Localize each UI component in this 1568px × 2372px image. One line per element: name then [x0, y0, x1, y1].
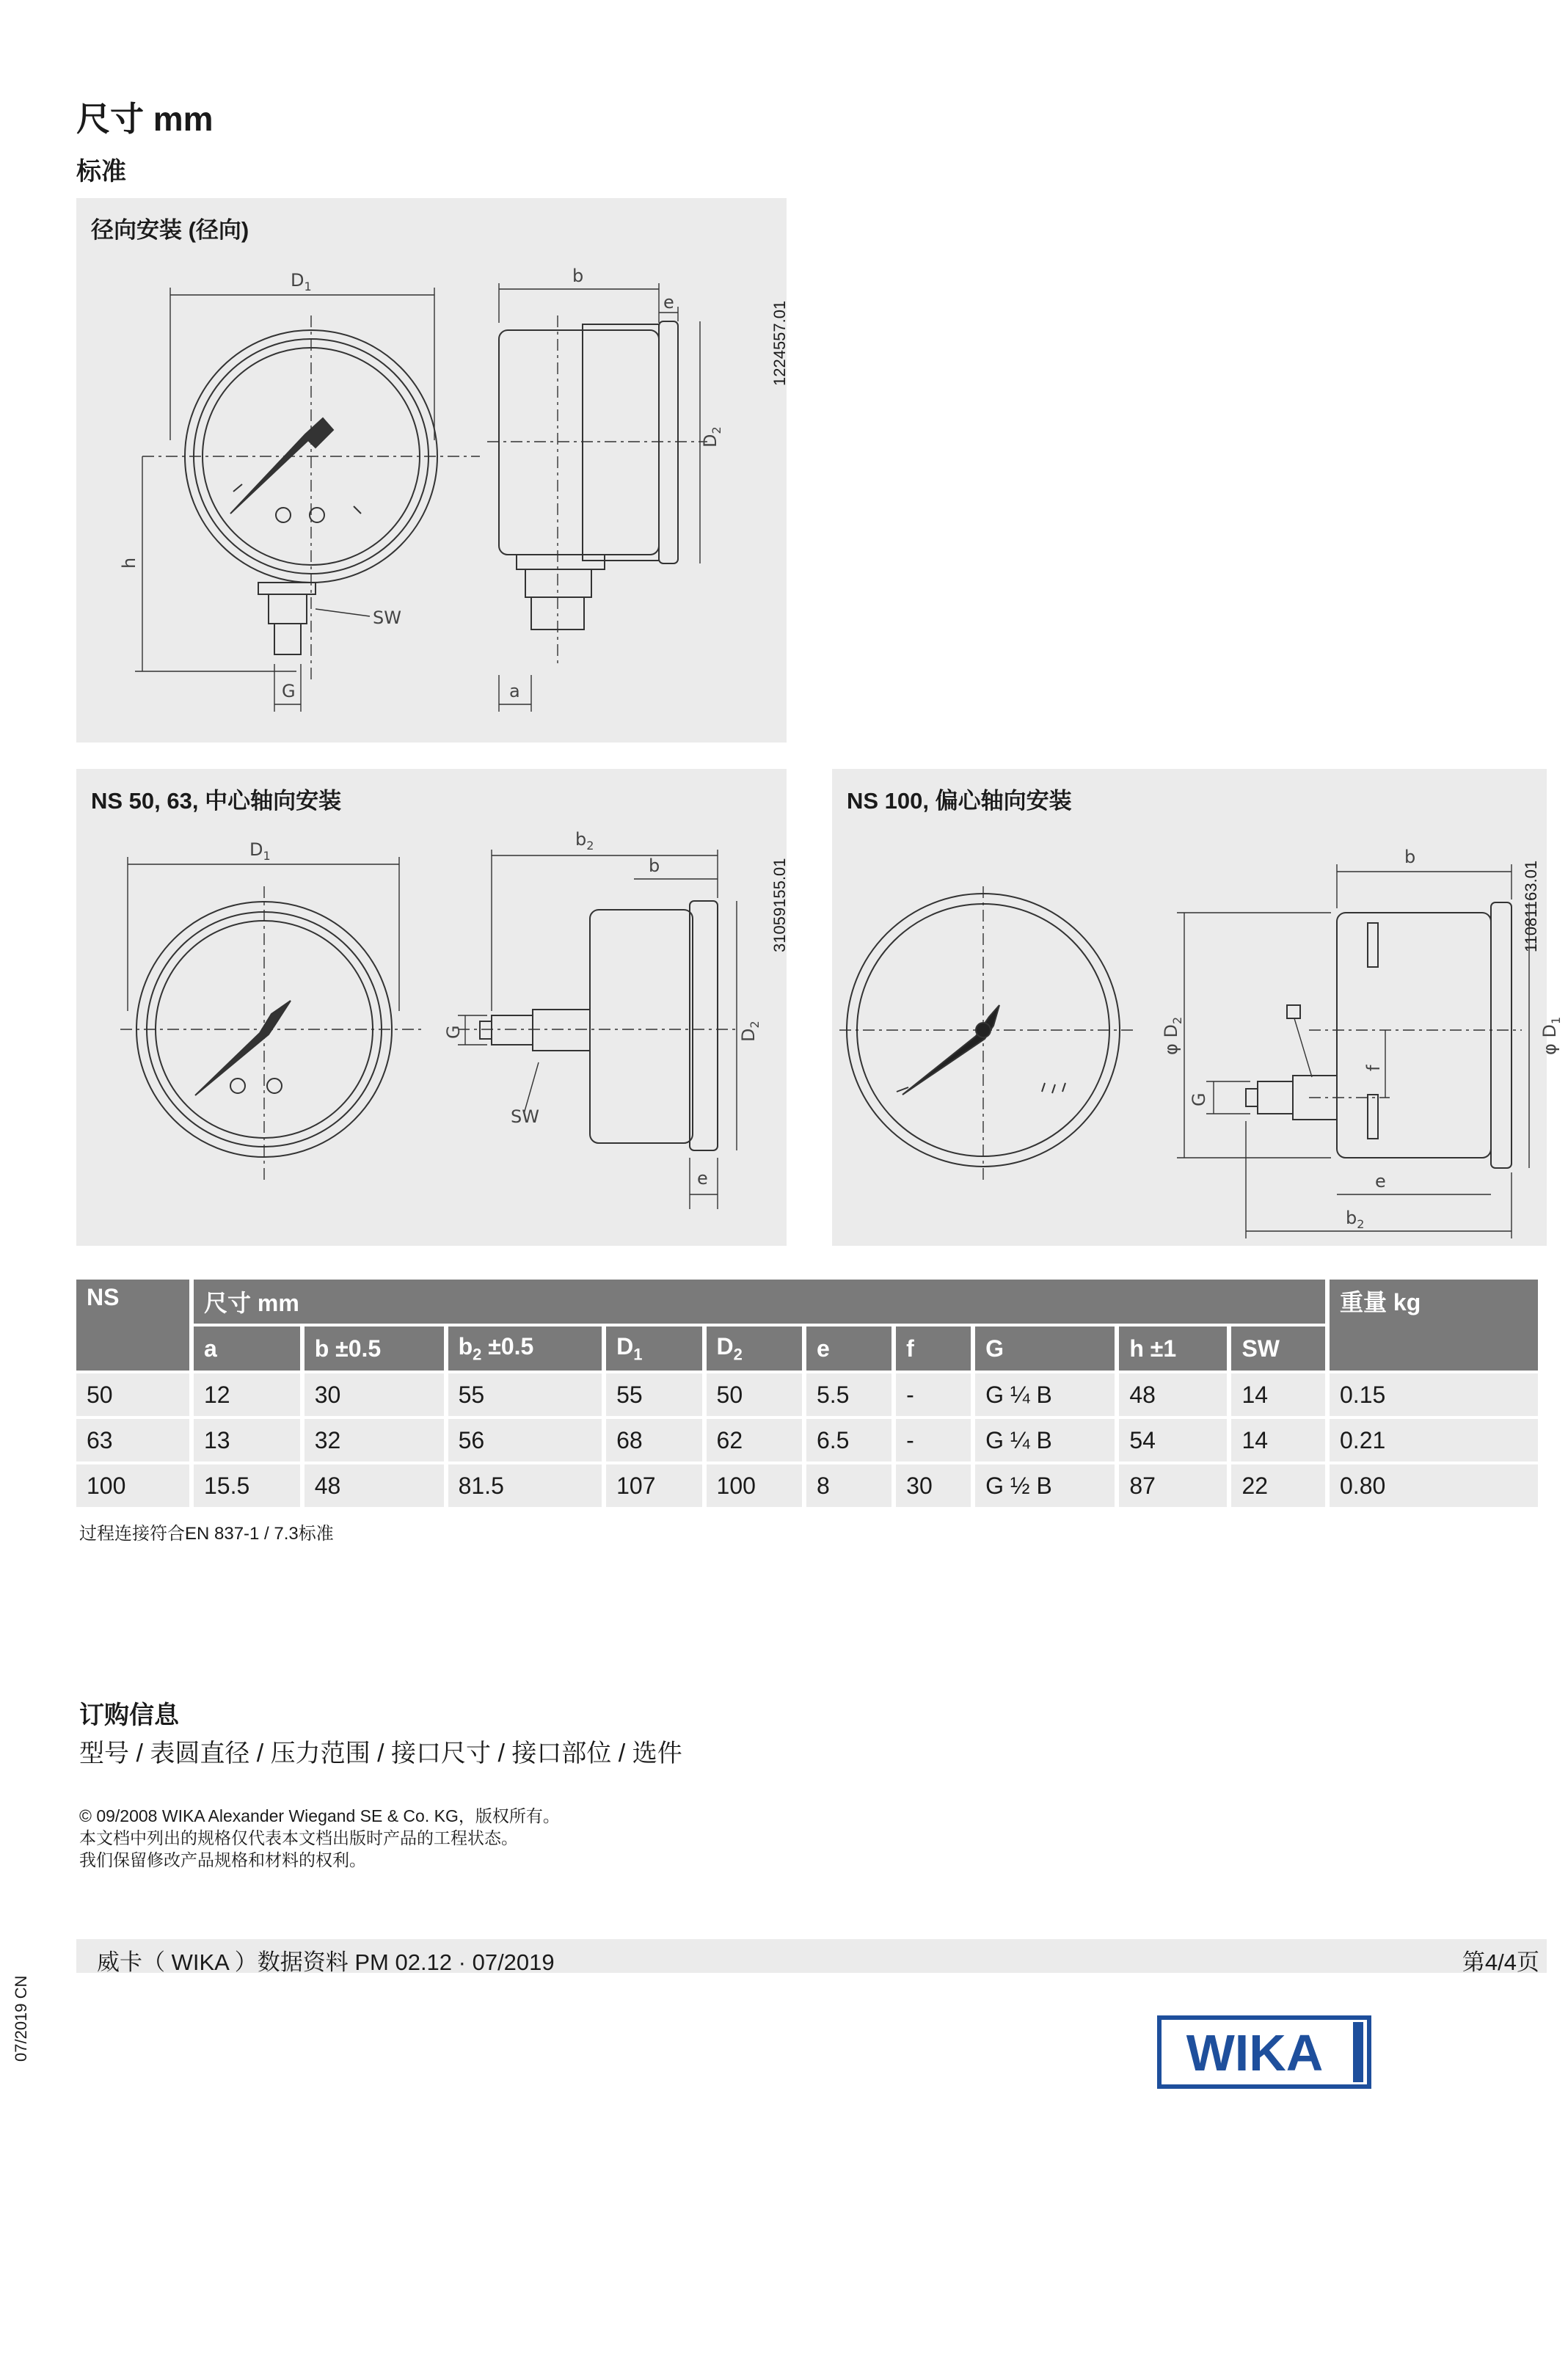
label-g: G: [1189, 1092, 1209, 1106]
header-col-g: G: [975, 1327, 1115, 1371]
label-b: b: [649, 855, 660, 876]
table-cell: 5.5: [806, 1373, 891, 1416]
ordering-title: 订购信息: [79, 1701, 179, 1729]
panel-eccentric-back-title: NS 100, 偏心轴向安装: [847, 788, 1072, 814]
table-cell: 0.80: [1330, 1464, 1538, 1507]
table-cell: 68: [606, 1419, 701, 1461]
table-cell: -: [896, 1419, 971, 1461]
header-col-sw: SW: [1231, 1327, 1325, 1371]
svg-text:WIKA: WIKA: [1186, 2024, 1324, 2081]
drawing-number: 11081163.01: [1522, 860, 1540, 952]
header-weight: 重量 kg: [1330, 1280, 1538, 1371]
label-g: G: [443, 1025, 464, 1039]
table-cell: 100: [707, 1464, 802, 1507]
label-d2: $D_2$: [700, 426, 723, 448]
header-col-f: f: [896, 1327, 971, 1371]
copyright-line: 我们保留修改产品规格和材料的权利。: [79, 1850, 366, 1869]
table-cell: G ¼ B: [975, 1419, 1115, 1461]
table-cell: 22: [1231, 1464, 1325, 1507]
table-cell: G ¼ B: [975, 1373, 1115, 1416]
table-cell: 55: [448, 1373, 602, 1416]
label-h: h: [119, 557, 139, 569]
table-cell: 62: [707, 1419, 802, 1461]
label-b: b: [1404, 847, 1416, 867]
table-cell: 15.5: [194, 1464, 300, 1507]
copyright-block: [79, 1805, 560, 1871]
table-cell: 107: [606, 1464, 701, 1507]
table-row: [76, 1373, 1538, 1416]
table-cell: -: [896, 1373, 971, 1416]
table-cell: 54: [1119, 1419, 1227, 1461]
drawing-number: 1224557.01: [770, 300, 789, 386]
section-subtitle: 标准: [76, 158, 126, 186]
label-b2: $b_2$: [575, 829, 594, 853]
label-sw: SW: [511, 1106, 539, 1127]
label-e: e: [1375, 1171, 1386, 1192]
table-cell: 32: [305, 1419, 444, 1461]
eccentric-back-drawing: [832, 769, 1563, 1246]
side-date-code: 07/2019 CN: [12, 1975, 30, 2062]
header-col-e: e: [806, 1327, 891, 1371]
table-cell: 48: [1119, 1373, 1227, 1416]
table-cell: 56: [448, 1419, 602, 1461]
copyright-line: 本文档中列出的规格仅代表本文档出版时产品的工程状态。: [79, 1828, 518, 1847]
panel-center-back: [76, 769, 787, 1246]
label-e: e: [697, 1168, 708, 1189]
label-phi-d1: φ $D_1$: [1539, 1016, 1563, 1055]
page-title: 尺寸 mm: [76, 100, 214, 138]
table-cell: 0.21: [1330, 1419, 1538, 1461]
table-cell: 50: [707, 1373, 802, 1416]
header-col-d2: $D_2$: [707, 1327, 802, 1371]
header-col-a: a: [194, 1327, 300, 1371]
dimension-table: [72, 1277, 1542, 1510]
label-a: a: [509, 681, 520, 701]
ordering-line: 型号 / 表圆直径 / 压力范围 / 接口尺寸 / 接口部位 / 选件: [79, 1740, 682, 1767]
header-col-h: h ±1: [1119, 1327, 1227, 1371]
header-col-d1: $D_1$: [606, 1327, 701, 1371]
table-cell: 100: [76, 1464, 189, 1507]
table-cell: G ½ B: [975, 1464, 1115, 1507]
table-cell: 63: [76, 1419, 189, 1461]
center-back-drawing: [76, 769, 787, 1246]
label-e: e: [663, 292, 674, 313]
panel-radial: [76, 198, 787, 742]
table-row: [76, 1419, 1538, 1461]
table-row: [76, 1464, 1538, 1507]
panel-radial-title: 径向安装 (径向): [91, 217, 249, 243]
radial-drawing: [76, 198, 787, 742]
label-f: f: [1363, 1065, 1384, 1071]
header-ns: NS: [76, 1280, 189, 1371]
label-sw: SW: [373, 607, 401, 628]
panel-center-back-title: NS 50, 63, 中心轴向安装: [91, 788, 342, 814]
table-cell: 87: [1119, 1464, 1227, 1507]
table-cell: 8: [806, 1464, 891, 1507]
label-d1: $D_1$: [291, 270, 312, 293]
table-cell: 30: [305, 1373, 444, 1416]
wika-logo: [1158, 2016, 1371, 2088]
table-cell: 6.5: [806, 1419, 891, 1461]
footer-page-number: 第4/4页: [1462, 1949, 1539, 1975]
footer-datasheet: 威卡（ WIKA ）数据资料 PM 02.12 · 07/2019: [97, 1949, 555, 1975]
label-d1: $D_1$: [249, 839, 271, 863]
standard-note: 过程连接符合EN 837-1 / 7.3标准: [79, 1524, 334, 1544]
table-cell: 55: [606, 1373, 701, 1416]
table-cell: 48: [305, 1464, 444, 1507]
label-d2: $D_2$: [738, 1021, 762, 1042]
label-b: b: [572, 266, 584, 286]
table-cell: 12: [194, 1373, 300, 1416]
table-cell: 30: [896, 1464, 971, 1507]
table-cell: 13: [194, 1419, 300, 1461]
drawing-number: 31059155.01: [770, 858, 789, 952]
label-g: G: [282, 681, 296, 701]
table-cell: 81.5: [448, 1464, 602, 1507]
table-cell: 0.15: [1330, 1373, 1538, 1416]
table-cell: 50: [76, 1373, 189, 1416]
panel-eccentric-back: [832, 769, 1563, 1246]
table-cell: 14: [1231, 1373, 1325, 1416]
label-b2: $b_2$: [1346, 1208, 1365, 1231]
label-phi-d2: φ $D_2$: [1161, 1016, 1184, 1055]
header-col-b: b ±0.5: [305, 1327, 444, 1371]
header-col-b2: $b_2 \pm 0.5$: [448, 1327, 602, 1371]
copyright-line: © 09/2008 WIKA Alexander Wiegand SE & Co. KG，版权所有。: [79, 1806, 560, 1825]
footer-bar: [76, 1939, 1547, 1973]
header-dimensions: 尺寸 mm: [194, 1280, 1325, 1324]
table-cell: 14: [1231, 1419, 1325, 1461]
